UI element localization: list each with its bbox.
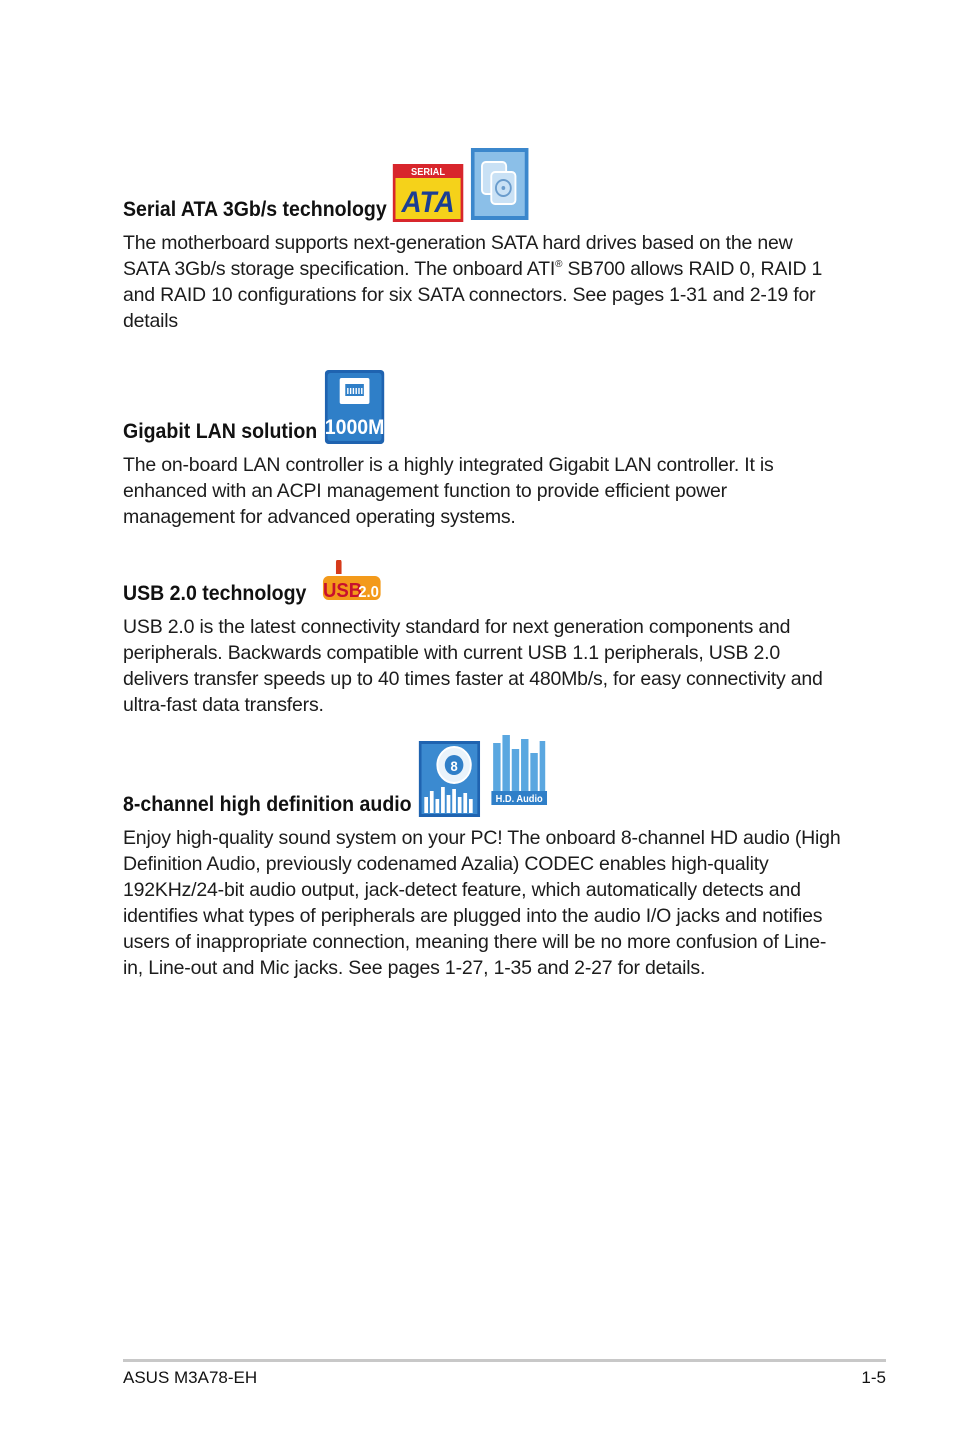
- svg-text:ATA: ATA: [401, 186, 455, 220]
- body-text-part: The motherboard supports next-generation SATA hard drives based on the new SATA 3Gb/s storage specification. The onboard ATI: [123, 232, 793, 280]
- serial-ata-logo-icon: [392, 164, 463, 222]
- section-heading: [123, 370, 793, 444]
- section-usb: [123, 560, 843, 718]
- hd-audio-logo-icon: [492, 735, 548, 817]
- section-heading: [123, 735, 793, 817]
- usb-2-logo-icon: [318, 560, 387, 604]
- section-body: The on-board LAN controller is a highly integrated Gigabit LAN controller. It is enhanced with an ACPI management function to provide efficient power management for advanced operating systems.: [123, 454, 774, 528]
- heading-text: Gigabit LAN solution: [123, 420, 318, 443]
- gigabit-lan-logo-icon: [325, 370, 385, 444]
- heading-text: USB 2.0 technology: [123, 582, 307, 605]
- footer-rule: [123, 1359, 886, 1362]
- svg-text:SERIAL: SERIAL: [410, 166, 445, 179]
- section-heading: [123, 560, 793, 606]
- section-body: [123, 230, 843, 334]
- section-serial-ata: [123, 148, 843, 334]
- footer-model: ASUS M3A78-EH: [123, 1368, 258, 1387]
- svg-text:2.0: 2.0: [358, 583, 380, 602]
- section-body: Enjoy high-quality sound system on your PC! The onboard 8-channel HD audio (High Definition Audio, previously codenamed Azalia) CODEC enables high-quality 192KHz/24-bit audio output, jack-detect feature, which automatically detects and identifies what types of peripherals are plugged into the audio I/O jacks and notifies users of inappropriate connection, meaning there will be no more confusion of Line-in, Line-out and Mic jacks. See pages 1-27, 1-35 and 2-27 for details.: [123, 827, 841, 979]
- svg-text:8: 8: [450, 758, 459, 775]
- heading-text: Serial ATA 3Gb/s technology: [123, 198, 387, 221]
- section-gigabit-lan: [123, 370, 843, 530]
- audio-channel-logo-icon: [419, 741, 480, 817]
- heading-text: 8-channel high definition audio: [123, 793, 412, 816]
- footer-page-number: 1-5: [861, 1368, 886, 1387]
- svg-text:1000M: 1000M: [324, 416, 385, 440]
- section-heading: [123, 148, 793, 222]
- registered-mark: ®: [555, 259, 563, 270]
- section-hd-audio: [123, 735, 843, 981]
- raid-logo-icon: [470, 148, 528, 220]
- svg-text:USB: USB: [323, 580, 363, 603]
- body-text-part: SB700 allows RAID 0, RAID 1 and RAID 10 configurations for six SATA connectors. See pages 1-31 and 2-19 for details: [123, 258, 823, 332]
- section-body: USB 2.0 is the latest connectivity standard for next generation components and peripherals. Backwards compatible with current USB 1.1 peripherals, USB 2.0 delivers transfer speeds up to 40 times faster at 480Mb/s, for easy connectivity and ultra-fast data transfers.: [123, 616, 823, 716]
- svg-text:H.D. Audio: H.D. Audio: [495, 793, 544, 806]
